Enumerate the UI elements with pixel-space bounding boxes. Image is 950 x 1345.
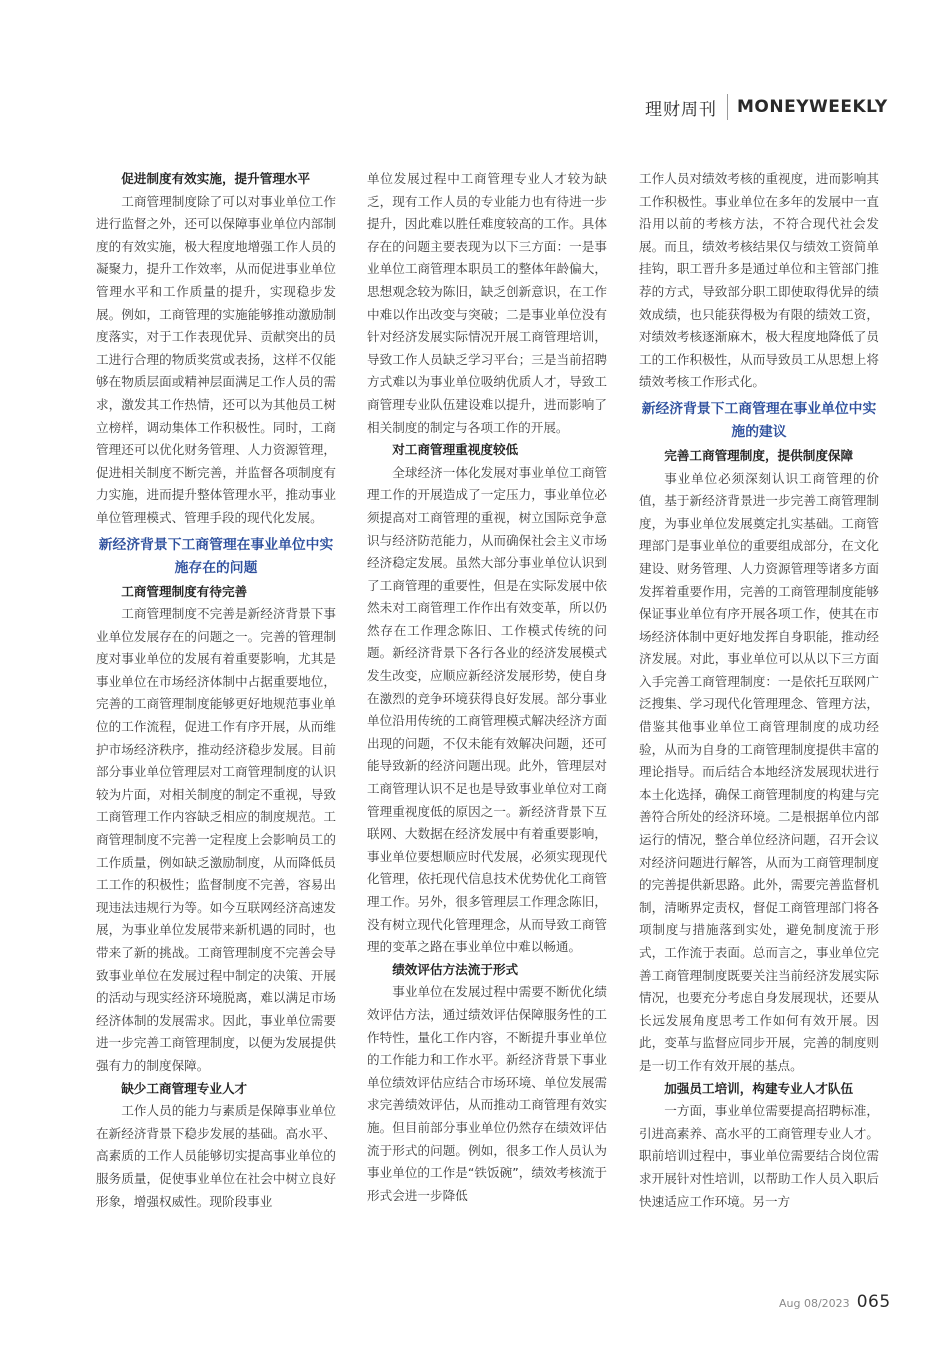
column-1 [96,168,336,1213]
paragraph: 全球经济一体化发展对事业单位工商管理工作的开展造成了一定压力，事业单位必须提高对工商管理的重视，树立国际竞争意识与经济防范能力，从而确保社会主义市场经济稳定发展。虽然大部分事业单位认识到了工商管理的重要性，但是在实际发展中依然未对工商管理工作作出有效变革，所以仍然存在工作理念陈旧、工作模式传统的问题。新经济背景下各行各业的经济发展模式发生改变，应顺应新经济发展形势，使自身在激烈的竞争环境获得良好发展。部分事业单位沿用传统的工商管理模式解决经济方面出现的问题，不仅未能有效解决问题，还可能导致新的经济问题出现。此外，管理层对工商管理认识不足也是导致事业单位对工商管理重视度低的原因之一。新经济背景下互联网、大数据在经济发展中有着重要影响，事业单位要想顺应时代发展，必须实现现代化管理，依托现代信息技术优势优化工商管理工作。另外，很多管理层工作理念陈旧，没有树立现代化管理理念，从而导致工商管理的变革之路在事业单位中难以畅通。 [367,464,607,955]
subsection-title: 促进制度有效实施，提升管理水平 [121,171,311,186]
section-heading: 新经济背景下工商管理在事业单位中实施的建议 [641,400,877,441]
paragraph: 工作人员的能力与素质是保障事业单位在新经济背景下稳步发展的基础。高水平、高素质的工作人员能够切实提高事业单位的服务质量，促使事业单位在社会中树立良好形象，增强权威性。现阶段事业 [96,1103,336,1209]
paragraph-continued: 工作人员对绩效考核的重视度，进而影响其工作积极性。事业单位在多年的发展中一直沿用以前的考核方法，不符合现代社会发展。而且，绩效考核结果仅与绩效工资简单挂钩，职工晋升多是通过单位和主管部门推荐的方式，导致部分职工即使取得优异的绩效成绩，也只能获得极为有限的绩效工资，对绩效考核逐渐麻木，极大程度地降低了员工的工作积极性，从而导致员工从思想上将绩效考核工作形式化。 [639,171,879,390]
paragraph: 工商管理制度除了可以对事业单位工作进行监督之外，还可以保障事业单位内部制度的有效实施，极大程度地增强工作人员的凝聚力，提升工作效率，从而促进事业单位管理水平和工作质量的提升，实现稳步发展。例如，工商管理的实施能够推动激励制度落实，对于工作表现优异、贡献突出的员工进行合理的物质奖赏或表扬，这样不仅能够在物质层面或精神层面满足工作人员的需求，激发其工作热情，还可以为其他员工树立榜样，调动集体工作积极性。同时，工商管理还可以优化财务管理、人力资源管理，促进相关制度不断完善，并监督各项制度有力实施，进而提升整体管理水平，推动事业单位管理模式、管理手段的现代化发展。 [96,193,336,525]
subsection-title: 绩效评估方法流于形式 [392,961,519,977]
masthead-divider [727,94,728,120]
issue-date: Aug 08/2023 [779,1297,850,1310]
subsection-title: 对工商管理重视度较低 [392,442,519,458]
section-heading: 新经济背景下工商管理在事业单位中实施存在的问题 [98,536,334,576]
paragraph: 工商管理制度不完善是新经济背景下事业单位发展存在的问题之一。完善的管理制度对事业单位的发展有着重要影响，尤其是事业单位在市场经济体制中占据重要地位，完善的工商管理制度能够更好地规范事业单位的工作流程，促进工作有序开展，从而维护市场经济秩序，推动经济稳步发展。目前部分事业单位管理层对工商管理制度的认识较为片面，对相关制度的制定不重视，导致工商管理工作内容缺乏相应的制度规范。工商管理制度不完善一定程度上会影响员工的工作质量，例如缺乏激励制度，从而降低员工工作的积极性；监督制度不完善，容易出现违法违规行为等。如今互联网经济高速发展，为事业单位发展带来新机遇的同时，也带来了新的挑战。工商管理制度不完善会导致事业单位在发展过程中制定的决策、开展的活动与现实经济环境脱离，难以满足市场经济体制的发展需求。因此，事业单位需要进一步完善工商管理制度，以便为发展提供强有力的制度保障。 [96,606,336,1073]
magazine-title-cn: 理财周刊 [645,99,717,120]
masthead [645,94,888,120]
paragraph: 事业单位在发展过程中需要不断优化绩效评估方法，通过绩效评估保障服务性的工作特性，量化工作内容，不断提升事业单位的工作能力和工作水平。新经济背景下事业单位绩效评估应结合市场环境、单位发展需求完善绩效评估，从而推动工商管理有效实施。但目前部分事业单位仍然存在绩效评估流于形式的问题。例如，很多工作人员认为事业单位的工作是“铁饭碗”，绩效考核流于形式会进一步降低 [367,984,607,1203]
column-3 [639,168,879,1213]
page-number: 065 [856,1292,891,1312]
paragraph: 事业单位必须深刻认识工商管理的价值，基于新经济背景进一步完善工商管理制度，为事业单位发展奠定扎实基础。工商管理部门是事业单位的重要组成部分，在文化建设、财务管理、人力资源管理等诸多方面发挥着重要作用，完善的工商管理制度能够保证事业单位有序开展各项工作，使其在市场经济体制中更好地发挥自身职能，推动经济发展。对此，事业单位可以从以下三方面入手完善工商管理制度：一是依托互联网广泛搜集、学习现代化管理理念、管理方法，借鉴其他事业单位工商管理制度的成功经验，从而为自身的工商管理制度提供丰富的理论指导。而后结合本地经济发展现状进行本土化选择，确保工商管理制度的构建与完善符合所处的经济环境。二是根据单位内部运行的情况，整合单位经济问题，召开会议对经济问题进行解答，从而为工商管理制度的完善提供新思路。此外，需要完善监督机制，清晰界定责权，督促工商管理部门将各项制度与措施落到实处，避免制度流于形式，工作流于表面。总而言之，事业单位完善工商管理制度既要关注当前经济发展实际情况，也要充分考虑自身发展现状，还要从长远发展角度思考工作如何有效开展。因此，变革与监督应同步开展，完善的制度则是一切工作有效开展的基点。 [639,470,879,1073]
magazine-title-en: MONEYWEEKLY [737,97,888,117]
subsection-title: 缺少工商管理专业人才 [121,1080,248,1096]
page-footer [779,1292,891,1312]
paragraph: 一方面，事业单位需要提高招聘标准，引进高素养、高水平的工商管理专业人才。职前培训过程中，事业单位需要结合岗位需求开展针对性培训，以帮助工作人员入职后快速适应工作环境。另一方 [639,1103,879,1209]
subsection-title: 工商管理制度有待完善 [121,583,248,599]
column-2 [367,168,607,1207]
paragraph-continued: 单位发展过程中工商管理专业人才较为缺乏，现有工作人员的专业能力也有待进一步提升，因此难以胜任难度较高的工作。具体存在的问题主要表现为以下三方面：一是事业单位工商管理本职员工的整体年龄偏大，思想观念较为陈旧，缺乏创新意识，在工作中难以作出改变与突破；二是事业单位没有针对经济发展实际情况开展工商管理培训，导致工作人员缺乏学习平台；三是当前招聘方式难以为事业单位吸纳优质人才，导致工商管理专业队伍建设难以提升，进而影响了相关制度的制定与各项工作的开展。 [367,171,607,435]
subsection-title: 加强员工培训，构建专业人才队伍 [664,1080,854,1096]
subsection-title: 完善工商管理制度，提供制度保障 [664,447,854,463]
